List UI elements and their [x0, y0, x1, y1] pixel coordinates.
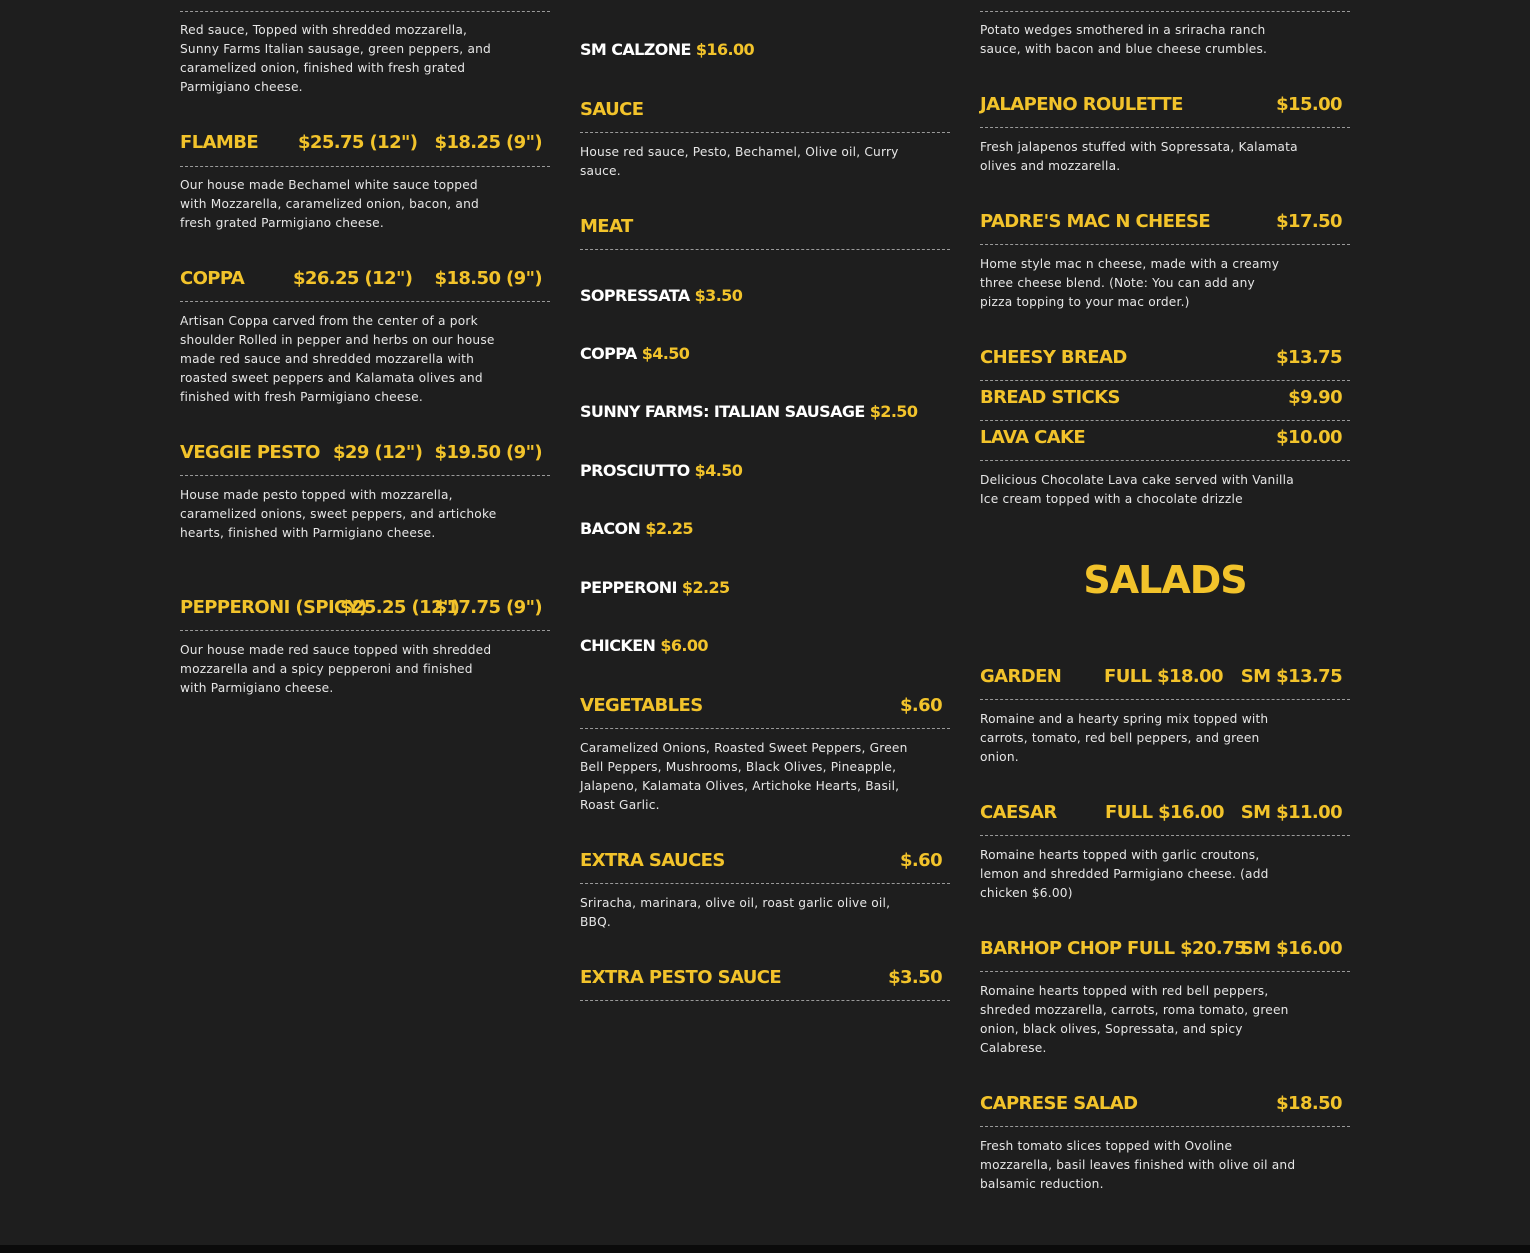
- menu-item-extra-pesto: [580, 965, 942, 989]
- item-description: Caramelized Onions, Roasted Sweet Peppers, Green Bell Peppers, Mushrooms, Black Olives, Pineapple, Jalapeno, Kalamata Olives, Artichoke Hearts, Basil, Roast Garlic.: [580, 741, 908, 812]
- topping-item: [580, 341, 689, 365]
- item-name: GARDEN: [980, 665, 1062, 687]
- item-name: BARHOP CHOP: [980, 937, 1122, 959]
- item-price: $.60: [899, 694, 942, 716]
- menu-item-mac-n-cheese: [980, 209, 1342, 233]
- item-price: $17.50: [1276, 210, 1342, 232]
- salad-item-caesar: [980, 800, 1342, 824]
- item-name: CAPRESE SALAD: [980, 1092, 1138, 1114]
- item-description: Artisan Coppa carved from the center of a pork shoulder Rolled in pepper and herbs on our house made red sauce and shredded mozzarella with roasted sweet peppers and Kalamata olives and finished with fresh Parmigiano cheese.: [180, 314, 495, 404]
- item-description: Home style mac n cheese, made with a creamy three cheese blend. (Note: You can add any pizza topping to your mac order.): [980, 257, 1280, 309]
- item-description: Romaine hearts topped with garlic croutons, lemon and shredded Parmigiano cheese. (add chicken $6.00): [980, 848, 1269, 900]
- item-description: Romaine and a hearty spring mix topped with carrots, tomato, red bell peppers, and green onion.: [980, 712, 1269, 764]
- item-name: PEPPERONI: [580, 577, 677, 597]
- menu-item-veggie-pesto: [180, 440, 542, 464]
- price-large: $25.75 (12"): [298, 131, 418, 153]
- price-small: $18.50 (9"): [434, 267, 542, 289]
- item-description: Fresh jalapenos stuffed with Sopressata, Kalamata olives and mozzarella.: [980, 140, 1298, 173]
- divider: [980, 460, 1350, 461]
- price-large: $29 (12"): [333, 441, 423, 463]
- divider: [980, 127, 1350, 128]
- item-description: Romaine hearts topped with red bell peppers, shreded mozzarella, carrots, roma tomato, green onion, black olives, Sopressata, and spicy Calabrese.: [980, 984, 1289, 1055]
- section-heading-meat: [580, 214, 942, 238]
- divider: [980, 1126, 1350, 1127]
- item-price: $2.50: [869, 401, 918, 421]
- section-heading-sauce: [580, 97, 942, 121]
- item-price: $4.50: [694, 460, 743, 480]
- item-name: CHICKEN: [580, 635, 656, 655]
- price-full: FULL $18.00: [1104, 665, 1223, 687]
- item-name: LAVA CAKE: [980, 426, 1086, 448]
- divider: [180, 630, 550, 631]
- salad-item-garden: [980, 664, 1342, 688]
- divider: [580, 728, 950, 729]
- item-name: EXTRA SAUCES: [580, 849, 725, 871]
- topping-item: [580, 575, 730, 599]
- item-name: CAESAR: [980, 801, 1057, 823]
- topping-item: [580, 633, 708, 657]
- divider: [180, 11, 550, 12]
- item-name: PROSCIUTTO: [580, 460, 690, 480]
- item-price: $2.25: [645, 518, 693, 538]
- item-price: $6.00: [660, 635, 708, 655]
- page-bottom-edge: [0, 1245, 1530, 1253]
- menu-item-jalapeno-roulette: [980, 92, 1342, 116]
- item-name: PEPPERONI (SPICY): [180, 596, 367, 618]
- divider: [180, 475, 550, 476]
- heading-text: MEAT: [580, 215, 633, 237]
- divider: [980, 244, 1350, 245]
- item-name: BACON: [580, 518, 641, 538]
- item-description: Delicious Chocolate Lava cake served with Vanilla Ice cream topped with a chocolate drizzle: [980, 473, 1294, 506]
- salad-item-caprese: [980, 1091, 1342, 1115]
- item-name: PADRE'S MAC N CHEESE: [980, 210, 1211, 232]
- divider: [580, 1000, 950, 1001]
- item-description: Fresh tomato slices topped with Ovoline mozzarella, basil leaves finished with olive oil and balsamic reduction.: [980, 1139, 1296, 1191]
- item-name: VEGGIE PESTO: [180, 441, 320, 463]
- item-name: SOPRESSATA: [580, 285, 690, 305]
- price-large: $25.25 (12"): [340, 596, 460, 618]
- item-name: JALAPENO ROULETTE: [980, 93, 1183, 115]
- item-price: $.60: [899, 849, 942, 871]
- divider: [980, 835, 1350, 836]
- menu-item-coppa: [180, 266, 542, 290]
- item-price: $15.00: [1276, 93, 1342, 115]
- price-sm: SM $13.75: [1240, 665, 1342, 687]
- item-name: SM CALZONE: [580, 39, 691, 59]
- item-price: $2.25: [681, 577, 730, 597]
- item-description: House red sauce, Pesto, Bechamel, Olive oil, Curry sauce.: [580, 145, 899, 178]
- price-small: $18.25 (9"): [434, 131, 542, 153]
- topping-item: [580, 516, 693, 540]
- item-name: FLAMBE: [180, 131, 259, 153]
- item-description: Red sauce, Topped with shredded mozzarella, Sunny Farms Italian sausage, green peppers, and caramelized onion, finished with fresh grated Parmigiano cheese.: [180, 23, 491, 94]
- divider: [980, 420, 1350, 421]
- item-name: VEGETABLES: [580, 694, 703, 716]
- menu-item-extra-sauces: [580, 848, 942, 872]
- item-name: BREAD STICKS: [980, 386, 1120, 408]
- item-description: Our house made red sauce topped with shredded mozzarella and a spicy pepperoni and finished with Parmigiano cheese.: [180, 643, 492, 695]
- divider: [980, 699, 1350, 700]
- item-name: COPPA: [180, 267, 245, 289]
- menu-item-vegetables: [580, 693, 942, 717]
- item-description: House made pesto topped with mozzarella, caramelized onions, sweet peppers, and artichoke hearts, finished with Parmigiano cheese.: [180, 488, 497, 540]
- item-price: $4.50: [641, 343, 690, 363]
- menu-item-cheesy-bread: [980, 345, 1342, 369]
- price-sm: SM $16.00: [1240, 937, 1342, 959]
- item-name: COPPA: [580, 343, 637, 363]
- item-price: $10.00: [1276, 426, 1342, 448]
- topping-item: [580, 283, 742, 307]
- divider: [980, 971, 1350, 972]
- divider: [980, 11, 1350, 12]
- divider: [580, 249, 950, 250]
- price-small: $19.50 (9"): [434, 441, 542, 463]
- divider: [180, 166, 550, 167]
- heading-text: SAUCE: [580, 98, 644, 120]
- item-description: Sriracha, marinara, olive oil, roast garlic olive oil, BBQ.: [580, 896, 891, 929]
- divider: [580, 132, 950, 133]
- item-price: $3.50: [888, 966, 942, 988]
- menu-item-bread-sticks: [980, 385, 1342, 409]
- divider: [180, 301, 550, 302]
- topping-item: [580, 458, 742, 482]
- divider: [580, 883, 950, 884]
- divider: [980, 380, 1350, 381]
- price-large: $26.25 (12"): [293, 267, 413, 289]
- menu-item-pepperoni: [180, 595, 542, 619]
- item-description: Our house made Bechamel white sauce topped with Mozzarella, caramelized onion, bacon, and fresh grated Parmigiano cheese.: [180, 178, 479, 230]
- menu-item-lava-cake: [980, 425, 1342, 449]
- salads-section-title: SALADS: [1083, 558, 1247, 602]
- menu-item-sm-calzone: [580, 37, 754, 61]
- item-name: CHEESY BREAD: [980, 346, 1127, 368]
- item-name: SUNNY FARMS: ITALIAN SAUSAGE: [580, 401, 865, 421]
- salad-item-barhop-chop: [980, 936, 1342, 960]
- price-sm: SM $11.00: [1240, 801, 1342, 823]
- price-full: FULL $20.75: [1127, 937, 1246, 959]
- item-name: EXTRA PESTO SAUCE: [580, 966, 782, 988]
- item-price: $13.75: [1276, 346, 1342, 368]
- price-small: $17.75 (9"): [434, 596, 542, 618]
- menu-item-flambe: [180, 130, 542, 154]
- item-price: $9.90: [1288, 386, 1342, 408]
- item-price: $3.50: [694, 285, 743, 305]
- item-price: $18.50: [1276, 1092, 1342, 1114]
- topping-item: [580, 399, 917, 423]
- price-full: FULL $16.00: [1105, 801, 1224, 823]
- item-price: $16.00: [695, 39, 755, 59]
- item-description: Potato wedges smothered in a sriracha ranch sauce, with bacon and blue cheese crumbles.: [980, 23, 1268, 56]
